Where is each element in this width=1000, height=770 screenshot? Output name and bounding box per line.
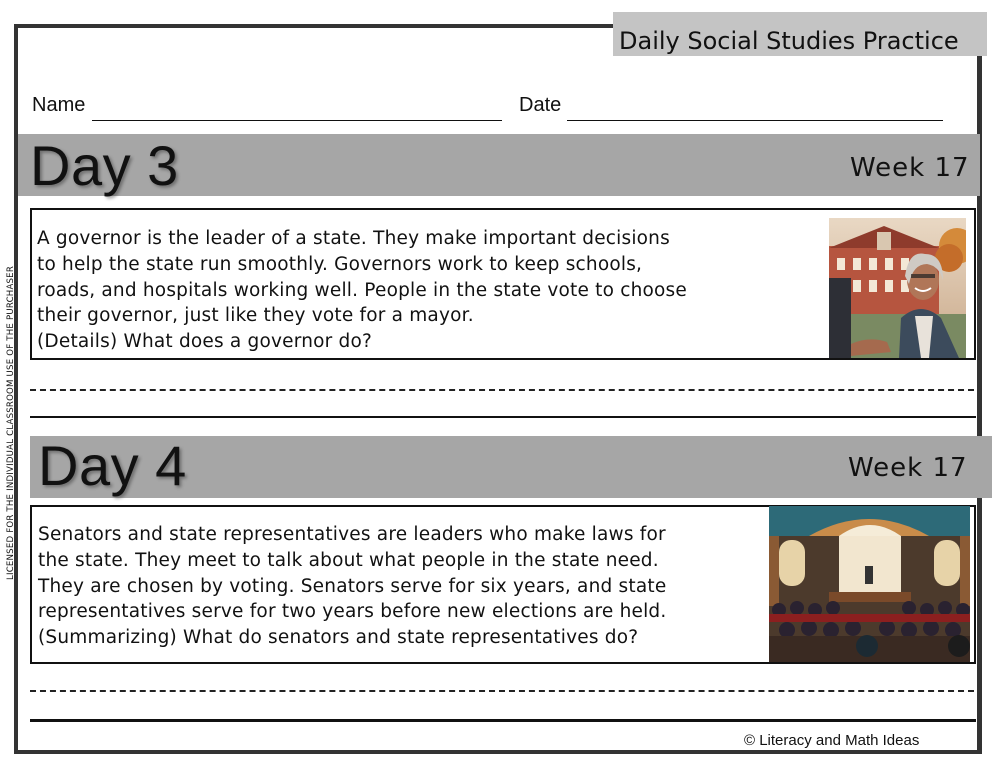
legislature-photo [769,506,970,662]
day-3-question: (Details) What does a governor do? [37,331,373,353]
day-3-answer-area[interactable] [30,358,976,418]
day-3-passage [37,226,687,355]
day-3-label: Day 3 [30,134,179,197]
passage-line: They are chosen by voting. Senators serve for six years, and state [38,575,667,597]
day-3-answer-baseline [30,416,976,418]
day-4-dashed-guide [30,690,974,692]
worksheet-title: Daily Social Studies Practice [613,12,987,56]
day-4-week-label: Week 17 [848,453,968,483]
name-field-line[interactable] [92,120,502,121]
day-4-answer-baseline [30,719,976,721]
date-row [519,94,561,117]
day-3-dashed-guide [30,389,974,391]
day-4-answer-area[interactable] [30,662,976,722]
copyright-notice: © Literacy and Math Ideas [744,732,920,749]
legislature-image [769,506,970,662]
passage-line: their governor, just like they vote for a mayor. [37,305,474,327]
date-field-line[interactable] [567,120,943,121]
passage-line: roads, and hospitals working well. People in the state vote to choose [37,279,687,301]
day-4-question: (Summarizing) What do senators and state representatives do? [38,627,639,649]
passage-line: A governor is the leader of a state. They make important decisions [37,228,670,249]
day-3-answer-top-line [30,358,976,360]
license-note: LICENSED FOR THE INDIVIDUAL CLASSROOM USE OF THE PURCHASER [6,266,16,580]
name-label: Name [32,94,86,116]
name-row [32,94,85,117]
passage-line: the state. They meet to talk about what people in the state need. [38,549,659,571]
governor-photo [829,218,966,358]
day-4-passage [38,522,666,651]
passage-line: Senators and state representatives are leaders who make laws for [38,524,666,545]
date-label: Date [519,94,562,116]
day-3-week-label: Week 17 [850,153,970,183]
passage-line: representatives serve for two years before new elections are held. [38,601,667,623]
day-4-label: Day 4 [38,434,187,497]
passage-line: to help the state run smoothly. Governors work to keep schools, [37,253,643,275]
day-4-answer-top-line [30,662,976,664]
governor-image [829,218,966,358]
